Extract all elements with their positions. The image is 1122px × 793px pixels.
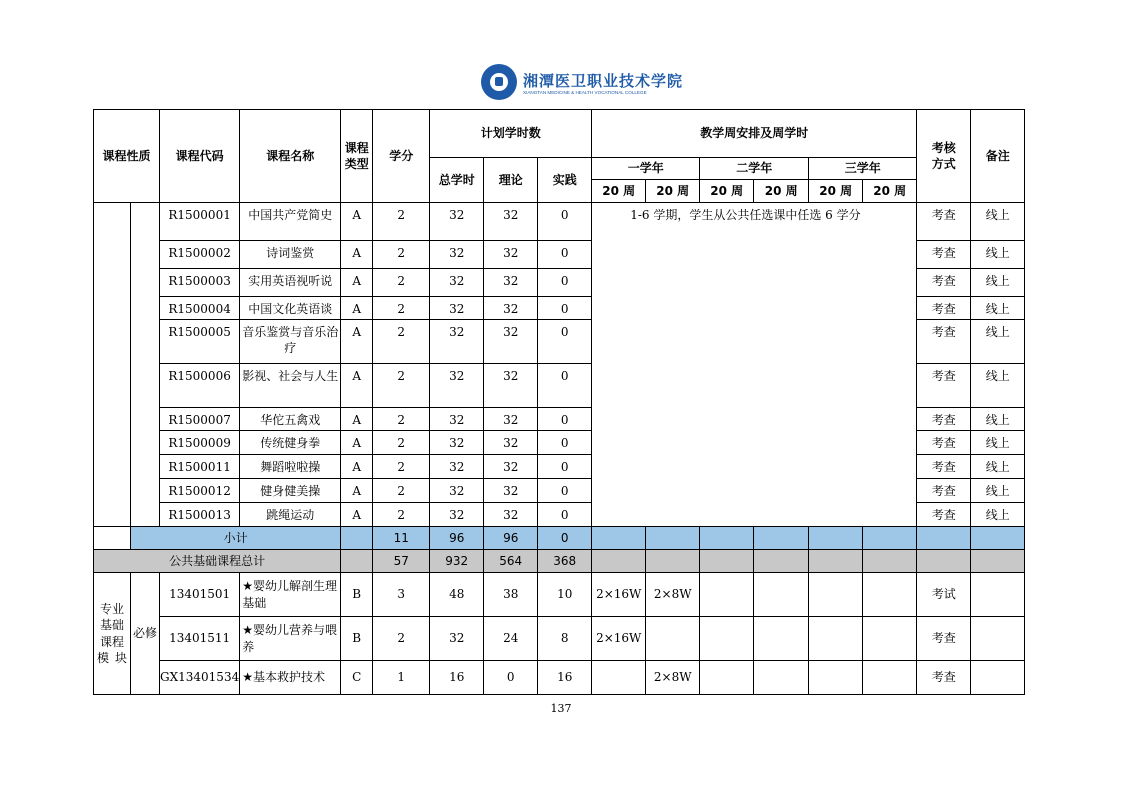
- header-assessment: 考核方式: [917, 110, 971, 203]
- course-theory-hours: 32: [484, 503, 538, 527]
- table-row: [94, 364, 1081, 408]
- course-code: R1500006: [160, 364, 240, 408]
- header-total-hours: 总学时: [430, 158, 484, 203]
- teaching-plan-table: [93, 109, 1081, 695]
- course-remark: 线上: [971, 503, 1025, 527]
- table-row: [94, 297, 1081, 320]
- course-remark: 线上: [971, 455, 1025, 479]
- course-credits: 2: [373, 297, 430, 320]
- subtotal-credits: 11: [373, 527, 430, 550]
- course-theory-hours: 32: [484, 364, 538, 408]
- course-theory-hours: 32: [484, 431, 538, 455]
- public-total-credits: 57: [373, 550, 430, 573]
- required-label: 必修: [131, 573, 160, 695]
- course-total-hours: 16: [430, 661, 484, 695]
- course-theory-hours: 0: [484, 661, 538, 695]
- course-code: 13401511: [160, 617, 240, 661]
- course-credits: 2: [373, 479, 430, 503]
- course-assessment: 考查: [917, 320, 971, 364]
- header-year-1: 一学年: [592, 158, 700, 180]
- course-theory-hours: 32: [484, 455, 538, 479]
- public-total-label: 公共基础课程总计: [94, 550, 341, 573]
- public-total-type-blank: [341, 550, 373, 573]
- course-type: C: [341, 661, 373, 695]
- week-hours-empty: [809, 573, 863, 617]
- course-credits: 2: [373, 241, 430, 269]
- week-hours-empty: [863, 573, 917, 617]
- course-name: 诗词鉴赏: [240, 241, 341, 269]
- course-name: 传统健身拳: [240, 431, 341, 455]
- header-theory: 理论: [484, 158, 538, 203]
- table-row: [94, 203, 1081, 241]
- week-hours-empty: [863, 617, 917, 661]
- course-type: A: [341, 408, 373, 431]
- course-total-hours: 32: [430, 431, 484, 455]
- header-weeks: 20 周: [754, 180, 809, 203]
- header-weekly-schedule: 教学周安排及周学时: [592, 110, 917, 158]
- course-name: 实用英语视听说: [240, 269, 341, 297]
- public-total-hours: 932: [430, 550, 484, 573]
- category-cell-blank: [94, 527, 131, 550]
- course-remark-empty: [971, 661, 1025, 695]
- course-practice-hours: 10: [538, 573, 592, 617]
- course-practice-hours: 0: [538, 269, 592, 297]
- course-code: R1500007: [160, 408, 240, 431]
- course-name: ★婴幼儿营养与喂养: [240, 617, 341, 661]
- subtotal-empty-cell: [971, 527, 1025, 550]
- course-name: 健身健美操: [240, 479, 341, 503]
- public-total-empty-cell: [809, 550, 863, 573]
- public-total-empty-cell: [646, 550, 700, 573]
- table-row: [94, 503, 1081, 527]
- table-row: [94, 455, 1081, 479]
- course-remark: 线上: [971, 479, 1025, 503]
- course-practice-hours: 0: [538, 320, 592, 364]
- course-total-hours: 32: [430, 364, 484, 408]
- week-hours-term-2: [646, 617, 700, 661]
- course-theory-hours: 32: [484, 203, 538, 241]
- course-name: 华佗五禽戏: [240, 408, 341, 431]
- course-type: B: [341, 573, 373, 617]
- course-total-hours: 32: [430, 408, 484, 431]
- table-row: [94, 320, 1081, 364]
- public-total-empty-cell: [863, 550, 917, 573]
- course-practice-hours: 0: [538, 479, 592, 503]
- header-weeks: 20 周: [809, 180, 863, 203]
- subtotal-empty-cell: [809, 527, 863, 550]
- public-total-empty-cell: [700, 550, 754, 573]
- course-type: A: [341, 203, 373, 241]
- course-remark-empty: [971, 573, 1025, 617]
- course-code: R1500013: [160, 503, 240, 527]
- public-total-theory: 564: [484, 550, 538, 573]
- college-name-cn: 湘潭医卫职业技术学院: [523, 72, 684, 90]
- course-total-hours: 32: [430, 455, 484, 479]
- course-total-hours: 32: [430, 297, 484, 320]
- subtotal-total-hours: 96: [430, 527, 484, 550]
- public-total-empty-cell: [754, 550, 809, 573]
- header-weeks: 20 周: [592, 180, 646, 203]
- course-remark: 线上: [971, 297, 1025, 320]
- course-practice-hours: 0: [538, 408, 592, 431]
- subtotal-empty-cell: [754, 527, 809, 550]
- course-total-hours: 32: [430, 617, 484, 661]
- elective-note: 1-6 学期，学生从公共任选课中任选 6 学分: [592, 203, 917, 527]
- course-theory-hours: 24: [484, 617, 538, 661]
- course-theory-hours: 32: [484, 479, 538, 503]
- course-type: A: [341, 455, 373, 479]
- course-credits: 2: [373, 431, 430, 455]
- subtotal-type-blank: [341, 527, 373, 550]
- course-name: 音乐鉴赏与音乐治疗: [240, 320, 341, 364]
- week-hours-term-1: 2×16W: [592, 617, 646, 661]
- course-remark: 线上: [971, 364, 1025, 408]
- course-assessment: 考查: [917, 364, 971, 408]
- course-name: ★基本救护技术: [240, 661, 341, 695]
- header-course-code: 课程代码: [160, 110, 240, 203]
- course-code: GX13401534: [160, 661, 240, 695]
- header-course-name: 课程名称: [240, 110, 341, 203]
- subtotal-practice: 0: [538, 527, 592, 550]
- course-total-hours: 32: [430, 269, 484, 297]
- course-remark: 线上: [971, 431, 1025, 455]
- table-row: [94, 661, 1081, 695]
- course-total-hours: 32: [430, 320, 484, 364]
- course-credits: 2: [373, 455, 430, 479]
- course-code: R1500005: [160, 320, 240, 364]
- course-type: A: [341, 479, 373, 503]
- course-name: 跳绳运动: [240, 503, 341, 527]
- header-practice: 实践: [538, 158, 592, 203]
- course-assessment: 考查: [917, 661, 971, 695]
- course-assessment: 考查: [917, 297, 971, 320]
- course-assessment: 考查: [917, 241, 971, 269]
- table-row: [94, 408, 1081, 431]
- course-practice-hours: 0: [538, 241, 592, 269]
- page-crop-mask: [1027, 100, 1122, 710]
- table-row: [94, 479, 1081, 503]
- seal-center: [495, 77, 503, 86]
- table-row: [94, 617, 1081, 661]
- subtotal-theory: 96: [484, 527, 538, 550]
- course-name: 舞蹈啦啦操: [240, 455, 341, 479]
- course-credits: 2: [373, 503, 430, 527]
- header-course-type: 课程类型: [341, 110, 373, 203]
- course-theory-hours: 38: [484, 573, 538, 617]
- table-row: [94, 241, 1081, 269]
- course-practice-hours: 0: [538, 203, 592, 241]
- college-logo: [481, 64, 684, 104]
- subtotal-empty-cell: [700, 527, 754, 550]
- subtotal-label: 小计: [131, 527, 341, 550]
- header-weeks: 20 周: [863, 180, 917, 203]
- week-hours-term-2: 2×8W: [646, 661, 700, 695]
- page-number: 137: [550, 702, 572, 715]
- category-cell-blank: [94, 203, 131, 527]
- course-type: A: [341, 364, 373, 408]
- course-theory-hours: 32: [484, 320, 538, 364]
- week-hours-empty: [754, 617, 809, 661]
- course-code: R1500003: [160, 269, 240, 297]
- course-practice-hours: 8: [538, 617, 592, 661]
- header-course-nature: 课程性质: [94, 110, 160, 203]
- public-total-empty-cell: [917, 550, 971, 573]
- course-assessment: 考试: [917, 573, 971, 617]
- course-assessment: 考查: [917, 617, 971, 661]
- week-hours-empty: [809, 617, 863, 661]
- course-remark: 线上: [971, 320, 1025, 364]
- course-credits: 3: [373, 573, 430, 617]
- course-credits: 2: [373, 203, 430, 241]
- course-practice-hours: 16: [538, 661, 592, 695]
- course-name: 中国文化英语谈: [240, 297, 341, 320]
- course-credits: 2: [373, 320, 430, 364]
- course-code: R1500004: [160, 297, 240, 320]
- course-type: A: [341, 269, 373, 297]
- subtotal-empty-cell: [592, 527, 646, 550]
- header-weeks: 20 周: [700, 180, 754, 203]
- course-remark: 线上: [971, 408, 1025, 431]
- course-practice-hours: 0: [538, 297, 592, 320]
- public-total-practice: 368: [538, 550, 592, 573]
- course-assessment: 考查: [917, 503, 971, 527]
- course-assessment: 考查: [917, 269, 971, 297]
- course-code: R1500009: [160, 431, 240, 455]
- course-credits: 1: [373, 661, 430, 695]
- table-row: [94, 269, 1081, 297]
- course-credits: 2: [373, 617, 430, 661]
- course-theory-hours: 32: [484, 269, 538, 297]
- course-type: A: [341, 241, 373, 269]
- course-code: R1500012: [160, 479, 240, 503]
- course-code: 13401501: [160, 573, 240, 617]
- course-remark: 线上: [971, 269, 1025, 297]
- week-hours-empty: [754, 573, 809, 617]
- course-code: R1500001: [160, 203, 240, 241]
- header-credits: 学分: [373, 110, 430, 203]
- course-name: 中国共产党简史: [240, 203, 341, 241]
- course-total-hours: 48: [430, 573, 484, 617]
- course-credits: 2: [373, 364, 430, 408]
- course-total-hours: 32: [430, 241, 484, 269]
- header-planned-hours: 计划学时数: [430, 110, 592, 158]
- header-year-3: 三学年: [809, 158, 917, 180]
- course-total-hours: 32: [430, 203, 484, 241]
- course-remark: 线上: [971, 203, 1025, 241]
- course-code: R1500011: [160, 455, 240, 479]
- course-assessment: 考查: [917, 479, 971, 503]
- week-hours-empty: [863, 661, 917, 695]
- course-assessment: 考查: [917, 431, 971, 455]
- course-theory-hours: 32: [484, 297, 538, 320]
- subcategory-cell-blank: [131, 203, 160, 527]
- subtotal-empty-cell: [863, 527, 917, 550]
- course-name: 影视、社会与人生: [240, 364, 341, 408]
- week-hours-empty: [754, 661, 809, 695]
- course-total-hours: 32: [430, 503, 484, 527]
- course-practice-hours: 0: [538, 364, 592, 408]
- course-practice-hours: 0: [538, 455, 592, 479]
- course-practice-hours: 0: [538, 503, 592, 527]
- public-total-empty-cell: [592, 550, 646, 573]
- course-credits: 2: [373, 408, 430, 431]
- week-hours-empty: [700, 617, 754, 661]
- week-hours-term-2: 2×8W: [646, 573, 700, 617]
- course-remark-empty: [971, 617, 1025, 661]
- module-category: 专业基础课程模块: [94, 573, 131, 695]
- course-practice-hours: 0: [538, 431, 592, 455]
- public-total-row: [94, 550, 1081, 573]
- table-row: [94, 431, 1081, 455]
- subtotal-empty-cell: [917, 527, 971, 550]
- header-weeks: 20 周: [646, 180, 700, 203]
- course-credits: 2: [373, 269, 430, 297]
- week-hours-empty: [809, 661, 863, 695]
- week-hours-term-1: [592, 661, 646, 695]
- college-name-en: XIANGTAN MEDICINE & HEALTH VOCATIONAL COLLEGE: [523, 90, 647, 95]
- course-type: A: [341, 503, 373, 527]
- header-remarks: 备注: [971, 110, 1025, 203]
- week-hours-empty: [700, 661, 754, 695]
- subtotal-empty-cell: [646, 527, 700, 550]
- course-remark: 线上: [971, 241, 1025, 269]
- course-total-hours: 32: [430, 479, 484, 503]
- course-theory-hours: 32: [484, 241, 538, 269]
- public-total-empty-cell: [971, 550, 1025, 573]
- course-name: ★婴幼儿解剖生理基础: [240, 573, 341, 617]
- week-hours-term-1: 2×16W: [592, 573, 646, 617]
- course-type: B: [341, 617, 373, 661]
- course-theory-hours: 32: [484, 408, 538, 431]
- course-assessment: 考查: [917, 455, 971, 479]
- header-year-2: 二学年: [700, 158, 809, 180]
- course-type: A: [341, 297, 373, 320]
- table-row: [94, 573, 1081, 617]
- week-hours-empty: [700, 573, 754, 617]
- course-code: R1500002: [160, 241, 240, 269]
- subtotal-row: [94, 527, 1081, 550]
- course-type: A: [341, 431, 373, 455]
- course-assessment: 考查: [917, 408, 971, 431]
- course-assessment: 考查: [917, 203, 971, 241]
- course-type: A: [341, 320, 373, 364]
